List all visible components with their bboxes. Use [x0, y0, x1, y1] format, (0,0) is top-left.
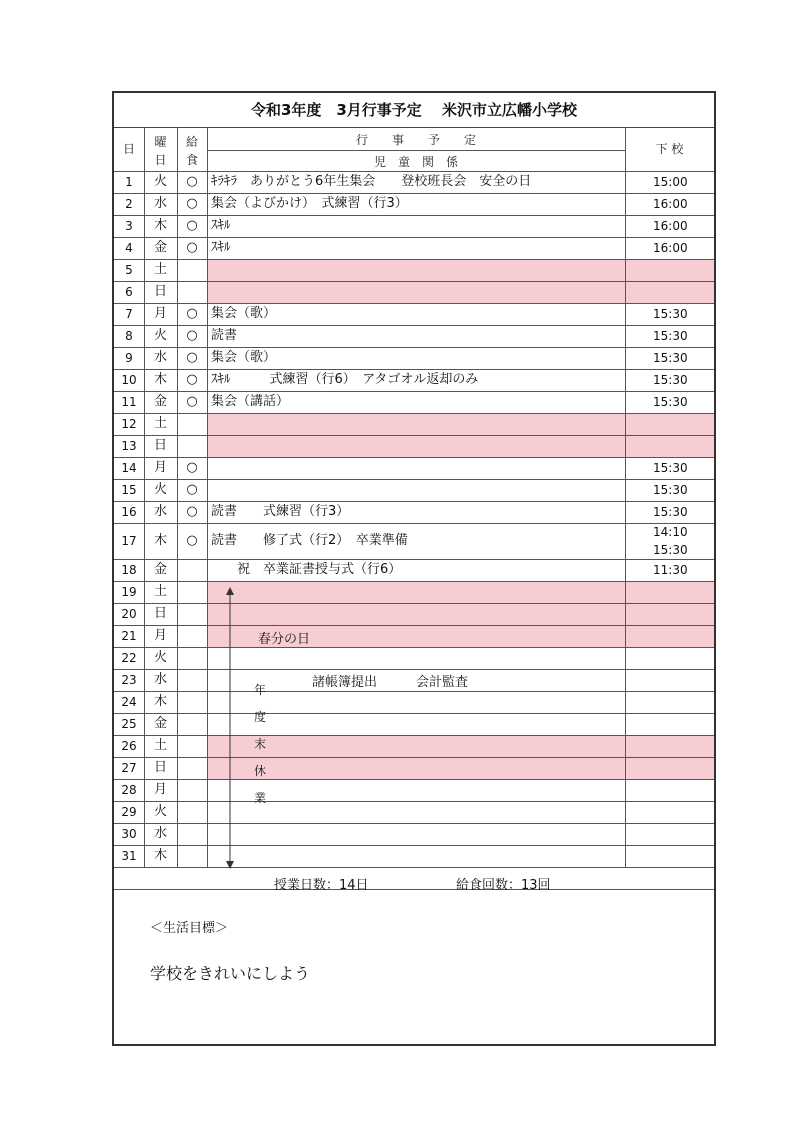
row-day-number: 16	[121, 505, 137, 519]
row-weekday: 火	[153, 328, 167, 343]
row-event-text: 集会（歌）	[211, 350, 277, 365]
row-divider	[114, 823, 714, 824]
row-divider	[114, 325, 714, 326]
row-day-number: 23	[121, 673, 137, 687]
row-dismissal-time	[653, 259, 713, 281]
column-divider	[177, 127, 178, 867]
row-dismissal-time: 15:30	[653, 373, 688, 387]
row-lunch-mark: ○	[186, 196, 198, 211]
row-lunch-mark	[177, 581, 207, 603]
row-lunch-mark	[177, 801, 207, 823]
row-weekday: 火	[153, 804, 167, 819]
year-end-char: 末	[253, 737, 266, 751]
row-dismissal-time: 16:00	[653, 219, 688, 233]
row-day-number: 9	[125, 351, 133, 365]
row-divider	[114, 259, 714, 260]
row-day-number: 13	[121, 439, 137, 453]
row-lunch-mark: ○	[186, 482, 198, 497]
row-weekday: 木	[153, 372, 167, 387]
header-lunch-1: 給	[185, 135, 198, 149]
row-divider	[114, 713, 714, 714]
row-dismissal-time	[653, 669, 713, 691]
row-divider	[114, 845, 714, 846]
row-dismissal-time: 16:00	[653, 241, 688, 255]
row-lunch-mark	[177, 625, 207, 647]
row-day-number: 27	[121, 761, 137, 775]
row-weekday: 火	[153, 174, 167, 189]
row-divider	[114, 501, 714, 502]
row-lunch-mark: ○	[186, 350, 198, 365]
row-weekday: 木	[153, 218, 167, 233]
row-weekday: 日	[153, 760, 167, 775]
row-dismissal-time: 15:00	[653, 175, 688, 189]
row-day-number: 6	[125, 285, 133, 299]
row-lunch-mark	[177, 281, 207, 303]
column-divider	[207, 127, 208, 867]
row-event-text: ｽｷﾙ	[211, 218, 231, 233]
row-event-text: ｷﾗｷﾗ ありがとう6年生集会 登校班長会 安全の日	[211, 174, 532, 189]
row-event-text	[211, 735, 621, 757]
row-dismissal-time	[653, 647, 713, 669]
row-event-text	[211, 823, 621, 845]
row-event-text	[211, 457, 621, 479]
row-weekday: 日	[153, 438, 167, 453]
row-day-number: 20	[121, 607, 137, 621]
row-day-number: 7	[125, 307, 133, 321]
row-dismissal-time: 15:30	[653, 483, 688, 497]
year-end-char: 度	[253, 710, 266, 724]
row-day-number: 15	[121, 483, 137, 497]
row-event-text	[211, 281, 621, 303]
row-weekday: 月	[153, 782, 167, 797]
row-divider	[114, 369, 714, 370]
row-lunch-mark: ○	[186, 240, 198, 255]
row-divider	[114, 669, 714, 670]
row-divider	[114, 303, 714, 304]
row-day-number: 5	[125, 263, 133, 277]
page-title: 令和3年度 3月行事予定 米沢市立広幡小学校	[114, 93, 714, 128]
row-lunch-mark	[177, 757, 207, 779]
row-event-text: 読書	[211, 328, 238, 343]
row-event-text	[211, 779, 621, 801]
header-children: 児 童 関 係	[373, 155, 458, 169]
row-divider	[114, 581, 714, 582]
row-dismissal-time: 15:30	[653, 505, 688, 519]
row-day-number: 3	[125, 219, 133, 233]
row-event-text	[211, 259, 621, 281]
row-lunch-mark: ○	[186, 218, 198, 233]
row-weekday: 水	[153, 504, 167, 519]
row-day-number: 21	[121, 629, 137, 643]
row-dismissal-time	[653, 281, 713, 303]
row-weekday: 月	[153, 628, 167, 643]
row-weekday: 火	[153, 482, 167, 497]
row-weekday: 木	[153, 848, 167, 863]
row-event-text: ｽｷﾙ 式練習（行6） アタゴオル返却のみ	[211, 372, 479, 387]
row-divider	[114, 801, 714, 802]
row-event-text	[211, 647, 621, 669]
row-weekday: 土	[153, 738, 167, 753]
year-end-note: 諸帳簿提出 会計監査	[312, 675, 469, 690]
row-weekday: 金	[153, 394, 167, 409]
row-weekday: 金	[153, 562, 167, 577]
row-day-number: 8	[125, 329, 133, 343]
row-day-number: 4	[125, 241, 133, 255]
year-end-arrow	[222, 587, 238, 869]
row-day-number: 25	[121, 717, 137, 731]
row-divider	[114, 757, 714, 758]
row-divider	[114, 603, 714, 604]
lunch-count: 給食回数：13回	[456, 878, 551, 893]
goal-text: 学校をきれいにしよう	[150, 964, 311, 983]
row-dismissal-time-2: 15:30	[653, 543, 688, 557]
row-event-text	[211, 581, 621, 603]
row-event-text	[211, 713, 621, 735]
row-event-text: 読書 修了式（行2） 卒業準備	[211, 533, 408, 548]
row-weekday: 水	[153, 350, 167, 365]
year-end-char: 年	[253, 683, 266, 697]
row-day-number: 19	[121, 585, 137, 599]
row-dismissal-time	[653, 801, 713, 823]
row-lunch-mark: ○	[186, 533, 198, 548]
header-split-line	[207, 150, 625, 151]
row-divider	[114, 281, 714, 282]
year-end-char: 業	[253, 791, 266, 805]
row-dismissal-time	[653, 603, 713, 625]
row-lunch-mark: ○	[186, 460, 198, 475]
column-divider	[625, 127, 626, 867]
row-divider	[114, 779, 714, 780]
row-lunch-mark	[177, 435, 207, 457]
row-lunch-mark: ○	[186, 174, 198, 189]
row-weekday: 土	[153, 416, 167, 431]
row-dismissal-time	[653, 735, 713, 757]
row-weekday: 金	[153, 240, 167, 255]
row-event-text: 集会（よびかけ） 式練習（行3）	[211, 196, 408, 211]
row-event-text	[211, 435, 621, 457]
row-lunch-mark	[177, 559, 207, 581]
row-lunch-mark	[177, 669, 207, 691]
row-lunch-mark	[177, 647, 207, 669]
row-divider	[114, 867, 714, 868]
row-divider	[114, 735, 714, 736]
row-divider	[114, 559, 714, 560]
row-divider	[114, 413, 714, 414]
row-event-text: 集会（講話）	[211, 394, 290, 409]
row-event-text	[211, 413, 621, 435]
row-day-number: 31	[121, 849, 137, 863]
row-divider	[114, 479, 714, 480]
row-dismissal-time: 16:00	[653, 197, 688, 211]
row-lunch-mark	[177, 713, 207, 735]
row-divider	[114, 347, 714, 348]
row-dismissal-time: 15:30	[653, 461, 688, 475]
header-bottom-line	[114, 171, 714, 172]
row-day-number: 1	[125, 175, 133, 189]
row-lunch-mark	[177, 735, 207, 757]
row-event-text: 祝 卒業証書授与式（行6）	[211, 562, 402, 577]
row-lunch-mark: ○	[186, 306, 198, 321]
row-divider	[114, 237, 714, 238]
class-days-count: 授業日数：14日	[274, 878, 369, 893]
row-dismissal-time	[653, 581, 713, 603]
row-dismissal-time	[653, 625, 713, 647]
row-lunch-mark	[177, 823, 207, 845]
row-divider	[114, 215, 714, 216]
row-lunch-mark: ○	[186, 372, 198, 387]
year-end-char: 休	[253, 764, 266, 778]
row-lunch-mark: ○	[186, 504, 198, 519]
row-event-text	[211, 757, 621, 779]
row-divider	[114, 625, 714, 626]
row-event-text	[211, 479, 621, 501]
row-weekday: 土	[153, 262, 167, 277]
row-dismissal-time: 11:30	[653, 563, 688, 577]
row-divider	[114, 435, 714, 436]
row-weekday: 水	[153, 672, 167, 687]
header-events: 行 事 予 定	[355, 133, 476, 147]
row-dismissal-time	[653, 413, 713, 435]
row-day-number: 17	[121, 534, 137, 548]
row-lunch-mark	[177, 603, 207, 625]
row-lunch-mark: ○	[186, 328, 198, 343]
row-weekday: 金	[153, 716, 167, 731]
row-dismissal-time	[653, 845, 713, 867]
row-day-number: 2	[125, 197, 133, 211]
row-day-number: 22	[121, 651, 137, 665]
row-day-number: 12	[121, 417, 137, 431]
row-event-text	[211, 691, 621, 713]
row-dismissal-time	[653, 691, 713, 713]
row-weekday: 木	[153, 694, 167, 709]
row-day-number: 28	[121, 783, 137, 797]
row-event-text: 読書 式練習（行3）	[211, 504, 350, 519]
spring-equinox-label: 春分の日	[258, 632, 311, 647]
row-weekday: 水	[153, 826, 167, 841]
row-dismissal-time: 15:30	[653, 307, 688, 321]
column-divider	[144, 127, 145, 867]
row-dismissal-time: 15:30	[653, 351, 688, 365]
row-day-number: 14	[121, 461, 137, 475]
row-divider	[114, 391, 714, 392]
row-event-text	[211, 801, 621, 823]
row-dismissal-time	[653, 779, 713, 801]
row-event-text	[211, 603, 621, 625]
row-dismissal-time: 15:30	[653, 395, 688, 409]
row-day-number: 11	[121, 395, 137, 409]
row-divider	[114, 193, 714, 194]
row-event-text: ｽｷﾙ	[211, 240, 231, 255]
row-lunch-mark: ○	[186, 394, 198, 409]
row-event-text	[211, 845, 621, 867]
row-day-number: 29	[121, 805, 137, 819]
row-day-number: 26	[121, 739, 137, 753]
row-dismissal-time	[653, 823, 713, 845]
row-weekday: 日	[153, 284, 167, 299]
row-day-number: 24	[121, 695, 137, 709]
row-dismissal-time	[653, 713, 713, 735]
row-weekday: 木	[153, 533, 167, 548]
row-divider	[114, 457, 714, 458]
header-lunch-2: 食	[185, 153, 198, 167]
header-day: 日	[122, 142, 135, 156]
row-divider	[114, 523, 714, 524]
row-day-number: 30	[121, 827, 137, 841]
row-day-number: 10	[121, 373, 137, 387]
row-weekday: 日	[153, 606, 167, 621]
schedule-sheet	[112, 91, 716, 1046]
row-lunch-mark	[177, 413, 207, 435]
row-weekday: 火	[153, 650, 167, 665]
row-lunch-mark	[177, 691, 207, 713]
row-event-text: 集会（歌）	[211, 306, 277, 321]
header-weekday-1: 曜	[154, 135, 167, 149]
row-weekday: 土	[153, 584, 167, 599]
goal-label: ＜生活目標＞	[150, 921, 229, 936]
row-dismissal-time	[653, 435, 713, 457]
header-weekday-2: 日	[154, 153, 167, 167]
row-day-number: 18	[121, 563, 137, 577]
row-dismissal-time: 14:10	[653, 525, 688, 539]
row-lunch-mark	[177, 259, 207, 281]
row-lunch-mark	[177, 779, 207, 801]
row-weekday: 月	[153, 460, 167, 475]
row-weekday: 月	[153, 306, 167, 321]
row-dismissal-time	[653, 757, 713, 779]
row-weekday: 水	[153, 196, 167, 211]
header-dismissal: 下 校	[655, 142, 684, 156]
row-dismissal-time: 15:30	[653, 329, 688, 343]
row-lunch-mark	[177, 845, 207, 867]
